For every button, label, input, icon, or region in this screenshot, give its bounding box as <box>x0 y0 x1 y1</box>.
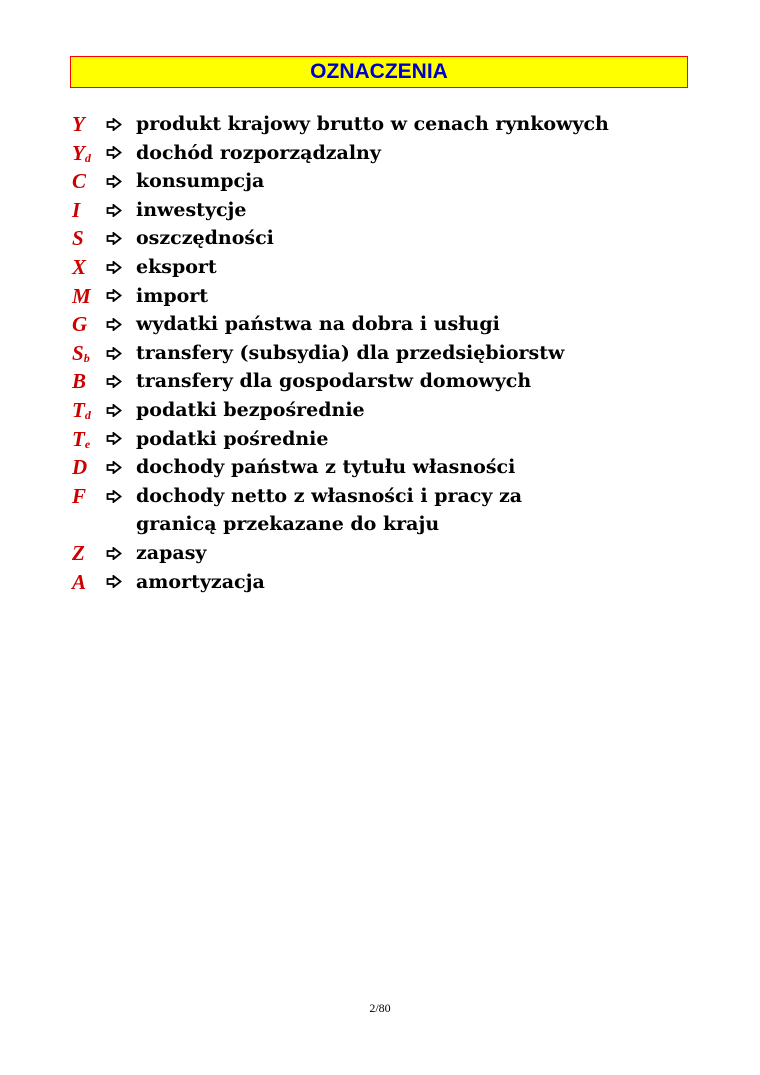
list-item <box>72 453 616 482</box>
arrow-right-icon <box>106 396 136 425</box>
symbol: F <box>72 483 87 508</box>
symbol: A <box>72 569 87 594</box>
arrow-right-icon <box>106 568 136 597</box>
symbol: $Y_d$ <box>72 140 91 165</box>
description: dochód rozporządzalny <box>136 141 381 164</box>
symbol: D <box>72 455 88 480</box>
description: import <box>136 284 209 307</box>
symbol: Y <box>72 112 85 136</box>
arrow-right-icon <box>106 310 136 339</box>
list-item <box>72 568 616 597</box>
list-item <box>72 310 616 339</box>
page-number: 2/80 <box>369 1001 391 1015</box>
list-item <box>72 396 616 425</box>
list-item <box>72 110 616 139</box>
arrow-right-icon <box>106 253 136 282</box>
symbol: Z <box>72 540 85 565</box>
list-item <box>72 482 616 539</box>
description: amortyzacja <box>136 570 265 593</box>
description: dochody państwa z tytułu własności <box>136 456 516 479</box>
arrow-right-icon <box>106 539 136 568</box>
symbol: I <box>72 197 81 222</box>
description: inwestycje <box>136 198 247 221</box>
arrow-right-icon <box>106 196 136 225</box>
symbol: $S_b$ <box>72 340 90 365</box>
description: oszczędności <box>136 227 274 250</box>
symbol: S <box>72 226 84 251</box>
arrow-right-icon <box>106 482 136 511</box>
symbol: $T_e$ <box>72 426 91 451</box>
list-item <box>72 367 616 396</box>
arrow-right-icon <box>106 110 136 139</box>
list-item <box>72 224 616 253</box>
arrow-right-icon <box>106 453 136 482</box>
list-item <box>72 425 616 454</box>
list-item <box>72 339 616 368</box>
arrow-right-icon <box>106 282 136 311</box>
description: podatki bezpośrednie <box>136 398 365 421</box>
description: wydatki państwa na dobra i usługi <box>136 313 500 336</box>
description: produkt krajowy brutto w cenach rynkowych <box>136 113 609 135</box>
arrow-right-icon <box>106 224 136 253</box>
description: dochody netto z własności i pracy za granicą przekazane do kraju <box>136 484 523 536</box>
arrow-right-icon <box>106 139 136 168</box>
description: konsumpcja <box>136 170 265 193</box>
list-item <box>72 196 616 225</box>
description: zapasy <box>136 541 207 564</box>
list-item <box>72 167 616 196</box>
arrow-right-icon <box>106 339 136 368</box>
page-title: OZNACZENIA <box>70 56 688 88</box>
description: transfery (subsydia) dla przedsiębiorstw <box>136 341 565 364</box>
arrow-right-icon <box>106 167 136 196</box>
symbol: B <box>72 369 87 394</box>
arrow-right-icon <box>106 367 136 396</box>
list-item <box>72 539 616 568</box>
arrow-right-icon <box>106 425 136 454</box>
notation-list <box>72 110 616 596</box>
list-item <box>72 282 616 311</box>
description: transfery dla gospodarstw domowych <box>136 370 532 393</box>
symbol: G <box>72 312 88 337</box>
list-item <box>72 139 616 168</box>
symbol: X <box>72 254 87 279</box>
symbol: M <box>72 283 91 308</box>
description: eksport <box>136 255 217 278</box>
description: podatki pośrednie <box>136 427 329 450</box>
symbol: C <box>72 169 87 194</box>
list-item <box>72 253 616 282</box>
symbol: $T_d$ <box>72 397 91 422</box>
